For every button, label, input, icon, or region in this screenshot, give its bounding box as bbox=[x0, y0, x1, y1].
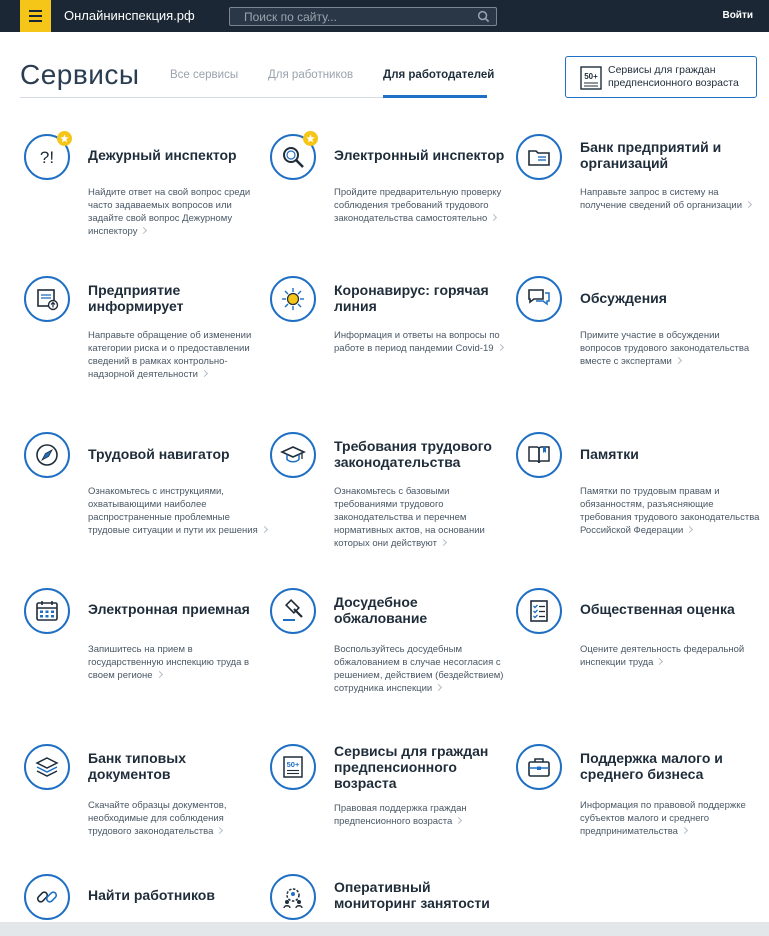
service-description-text: Ознакомьтесь с инструкциями, охватывающими наиболее распространенные проблемные трудовые ситуации и пути их решения bbox=[88, 486, 258, 536]
service-title: Дежурный инспектор bbox=[88, 147, 237, 163]
chevron-right-icon bbox=[490, 214, 497, 221]
calendar-icon bbox=[34, 598, 60, 624]
tab-for-employees[interactable]: Для работников bbox=[268, 69, 354, 81]
chevron-right-icon bbox=[216, 827, 223, 834]
service-icon-circle bbox=[24, 432, 70, 478]
service-title: Банк типовых документов bbox=[88, 750, 187, 782]
service-description-text: Информация по правовой поддержке субъектов малого и среднего предпринимательства bbox=[580, 800, 746, 837]
fifty-plus-icon bbox=[280, 754, 306, 780]
chevron-right-icon bbox=[675, 357, 682, 364]
service-description bbox=[334, 485, 514, 550]
service-icon-circle bbox=[270, 744, 316, 790]
service-description bbox=[334, 329, 514, 355]
service-description bbox=[580, 643, 760, 669]
team-gear-icon bbox=[280, 884, 306, 910]
chat-bubbles-icon bbox=[526, 286, 552, 312]
service-description-text: Направьте запрос в систему на получение сведений об организации bbox=[580, 187, 743, 211]
service-title: Трудовой навигатор bbox=[88, 446, 230, 462]
folder-icon bbox=[526, 144, 552, 170]
checklist-icon bbox=[526, 598, 552, 624]
handshake-icon bbox=[34, 884, 60, 910]
service-description-text: Воспользуйтесь досудебным обжалованием в случае несогласия с решением, действием (бездействием) сотрудника инспекции bbox=[334, 644, 504, 694]
magnifier-icon bbox=[280, 144, 306, 170]
service-title: Поддержка малого и среднего бизнеса bbox=[580, 750, 723, 782]
service-description-text: Запишитесь на прием в государственную инспекцию труда в своем регионе bbox=[88, 644, 250, 681]
question-mark-icon bbox=[34, 144, 60, 170]
service-description-text: Пройдите предварительную проверку соблюдения требований трудового законодательства самостоятельно bbox=[334, 187, 502, 224]
service-description-text: Оцените деятельность федеральной инспекции труда bbox=[580, 644, 745, 668]
menu-line bbox=[29, 15, 42, 17]
login-link[interactable]: Войти bbox=[722, 10, 753, 21]
service-icon-circle bbox=[270, 432, 316, 478]
chevron-right-icon bbox=[435, 684, 442, 691]
active-tab-underline bbox=[383, 95, 487, 98]
top-navigation-bar bbox=[0, 0, 769, 32]
chevron-right-icon bbox=[686, 526, 693, 533]
service-title: Обсуждения bbox=[580, 290, 667, 306]
service-title: Электронная приемная bbox=[88, 601, 250, 617]
service-icon-circle bbox=[270, 588, 316, 634]
star-icon bbox=[57, 131, 72, 146]
service-description-text: Примите участие в обсуждении вопросов трудового законодательства вместе с экспертами bbox=[580, 330, 750, 367]
service-description-text: Ознакомьтесь с базовыми требованиями трудового законодательства и перечнем нормативных актов, на основании которых они действуют bbox=[334, 486, 485, 549]
chevron-right-icon bbox=[681, 827, 688, 834]
service-title: Электронный инспектор bbox=[334, 147, 505, 163]
service-icon-circle bbox=[24, 744, 70, 790]
service-description-text: Скачайте образцы документов, необходимые для соблюдения трудового законодательства bbox=[88, 800, 227, 837]
service-description bbox=[88, 186, 268, 238]
service-description bbox=[334, 802, 514, 828]
service-description-text: Направьте обращение об изменении категории риска и о предоставлении сведений в рамках контрольно-надзорной деятельности bbox=[88, 330, 252, 380]
preretirement-label-line1: Сервисы для граждан bbox=[608, 64, 716, 76]
layers-icon bbox=[34, 754, 60, 780]
service-description bbox=[580, 485, 760, 537]
service-icon-circle bbox=[516, 134, 562, 180]
search-input[interactable] bbox=[230, 8, 470, 25]
service-title: Требования трудового законодательства bbox=[334, 438, 492, 470]
preretirement-services-button[interactable] bbox=[565, 56, 757, 98]
page-scroll-edge bbox=[0, 922, 769, 936]
menu-line bbox=[29, 20, 42, 22]
compass-icon bbox=[34, 442, 60, 468]
chevron-right-icon bbox=[140, 227, 147, 234]
service-title: Коронавирус: горячая линия bbox=[334, 282, 489, 314]
service-icon-circle bbox=[516, 432, 562, 478]
service-title: Оперативный мониторинг занятости bbox=[334, 879, 490, 911]
chevron-right-icon bbox=[656, 658, 663, 665]
chevron-right-icon bbox=[455, 817, 462, 824]
briefcase-icon bbox=[526, 754, 552, 780]
search-icon[interactable] bbox=[477, 10, 490, 23]
tab-all-services[interactable]: Все сервисы bbox=[170, 69, 239, 81]
graduation-cap-icon bbox=[280, 442, 306, 468]
gavel-icon bbox=[280, 598, 306, 624]
svg-text:50+: 50+ bbox=[286, 760, 300, 769]
service-title: Сервисы для граждан предпенсионного возраста bbox=[334, 743, 489, 791]
service-icon-circle bbox=[270, 276, 316, 322]
service-description-text: Правовая поддержка граждан предпенсионного возраста bbox=[334, 803, 467, 827]
service-icon-circle bbox=[24, 276, 70, 322]
fifty-plus-icon bbox=[580, 66, 602, 90]
service-title: Досудебное обжалование bbox=[334, 594, 428, 626]
service-description bbox=[334, 643, 514, 695]
page-title: Сервисы bbox=[20, 59, 140, 90]
tab-for-employers[interactable]: Для работодателей bbox=[383, 69, 495, 81]
hamburger-menu-button[interactable] bbox=[20, 0, 51, 32]
service-description bbox=[88, 485, 268, 537]
menu-line bbox=[29, 10, 42, 12]
service-description bbox=[580, 329, 760, 368]
virus-icon bbox=[280, 286, 306, 312]
service-description-text: Информация и ответы на вопросы по работе в период пандемии Covid-19 bbox=[334, 330, 500, 354]
service-title: Предприятие информирует bbox=[88, 282, 184, 314]
service-icon-circle bbox=[516, 588, 562, 634]
chevron-right-icon bbox=[156, 671, 163, 678]
service-icon-circle bbox=[516, 744, 562, 790]
service-description bbox=[334, 186, 514, 225]
service-title: Найти работников bbox=[88, 887, 215, 903]
service-icon-circle bbox=[24, 874, 70, 920]
preretirement-button-label bbox=[608, 64, 739, 89]
chevron-right-icon bbox=[745, 201, 752, 208]
service-description bbox=[88, 643, 268, 682]
service-icon-circle bbox=[516, 276, 562, 322]
book-icon bbox=[526, 442, 552, 468]
chevron-right-icon bbox=[496, 344, 503, 351]
service-description bbox=[88, 329, 268, 381]
service-description bbox=[580, 186, 760, 212]
site-logo-link[interactable]: Онлайнинспекция.рф bbox=[64, 8, 195, 23]
document-upload-icon bbox=[34, 286, 60, 312]
star-icon bbox=[303, 131, 318, 146]
service-title: Общественная оценка bbox=[580, 601, 735, 617]
service-icon-circle bbox=[270, 874, 316, 920]
service-description-text: Найдите ответ на свой вопрос среди часто задаваемых вопросов или задайте свой вопрос Дежурному инспектору bbox=[88, 187, 251, 237]
service-icon-circle bbox=[24, 588, 70, 634]
service-description bbox=[88, 799, 268, 838]
svg-text:?!: ?! bbox=[39, 148, 55, 167]
svg-text:50+: 50+ bbox=[584, 72, 598, 81]
preretirement-label-line2: предпенсионного возраста bbox=[608, 76, 739, 89]
service-description bbox=[580, 799, 760, 838]
chevron-right-icon bbox=[201, 370, 208, 377]
chevron-right-icon bbox=[440, 539, 447, 546]
service-description-text: Памятки по трудовым правам и обязанностям, разъясняющие требования трудового законодательства Российской Федерации bbox=[580, 486, 760, 536]
chevron-right-icon bbox=[261, 526, 268, 533]
service-title: Банк предприятий и организаций bbox=[580, 139, 722, 171]
search-box bbox=[229, 7, 497, 26]
service-title: Памятки bbox=[580, 446, 639, 462]
